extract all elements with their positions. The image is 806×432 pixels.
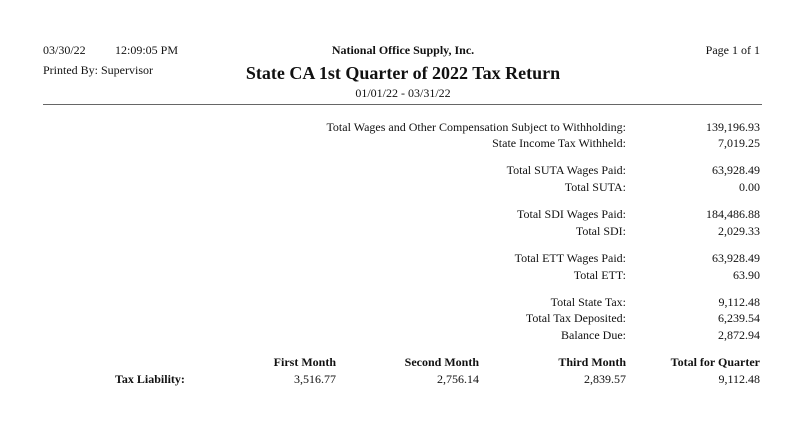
company-name: National Office Supply, Inc. bbox=[331, 43, 475, 57]
summary-value: 2,872.94 bbox=[718, 328, 760, 342]
print-date: 03/30/22 bbox=[43, 43, 86, 57]
header-divider bbox=[43, 104, 762, 105]
summary-label: Total ETT Wages Paid: bbox=[514, 251, 626, 265]
summary-value: 63.90 bbox=[733, 268, 760, 282]
summary-label: Total SUTA Wages Paid: bbox=[506, 163, 626, 177]
report-title: State CA 1st Quarter of 2022 Tax Return bbox=[245, 63, 561, 83]
first-month-value: 3,516.77 bbox=[294, 372, 336, 386]
summary-label: Balance Due: bbox=[561, 328, 626, 342]
summary-value: 139,196.93 bbox=[706, 120, 760, 134]
summary-label: Total Wages and Other Compensation Subject to Withholding: bbox=[326, 120, 626, 134]
summary-value: 184,486.88 bbox=[706, 207, 760, 221]
printed-by: Printed By: Supervisor bbox=[43, 63, 153, 77]
summary-value: 6,239.54 bbox=[718, 311, 760, 325]
column-header-total-quarter: Total for Quarter bbox=[670, 355, 760, 369]
summary-label: Total State Tax: bbox=[550, 295, 626, 309]
summary-label: Total Tax Deposited: bbox=[525, 311, 626, 325]
total-quarter-value: 9,112.48 bbox=[718, 372, 760, 386]
page-number: Page 1 of 1 bbox=[705, 43, 760, 57]
date-range: 01/01/22 - 03/31/22 bbox=[355, 86, 451, 100]
summary-label: Total SUTA: bbox=[564, 180, 626, 194]
summary-value: 63,928.49 bbox=[712, 251, 760, 265]
column-header-second-month: Second Month bbox=[404, 355, 479, 369]
summary-value: 9,112.48 bbox=[718, 295, 760, 309]
print-time: 12:09:05 PM bbox=[115, 43, 179, 57]
summary-label: Total ETT: bbox=[573, 268, 626, 282]
third-month-value: 2,839.57 bbox=[584, 372, 626, 386]
summary-value: 63,928.49 bbox=[712, 163, 760, 177]
summary-label: Total SDI Wages Paid: bbox=[517, 207, 626, 221]
summary-label: Total SDI: bbox=[575, 224, 626, 238]
column-header-third-month: Third Month bbox=[558, 355, 626, 369]
column-header-first-month: First Month bbox=[273, 355, 336, 369]
tax-liability-label: Tax Liability: bbox=[115, 372, 185, 386]
summary-value: 7,019.25 bbox=[718, 136, 760, 150]
summary-value: 0.00 bbox=[739, 180, 760, 194]
second-month-value: 2,756.14 bbox=[437, 372, 479, 386]
summary-value: 2,029.33 bbox=[718, 224, 760, 238]
summary-label: State Income Tax Withheld: bbox=[492, 136, 626, 150]
